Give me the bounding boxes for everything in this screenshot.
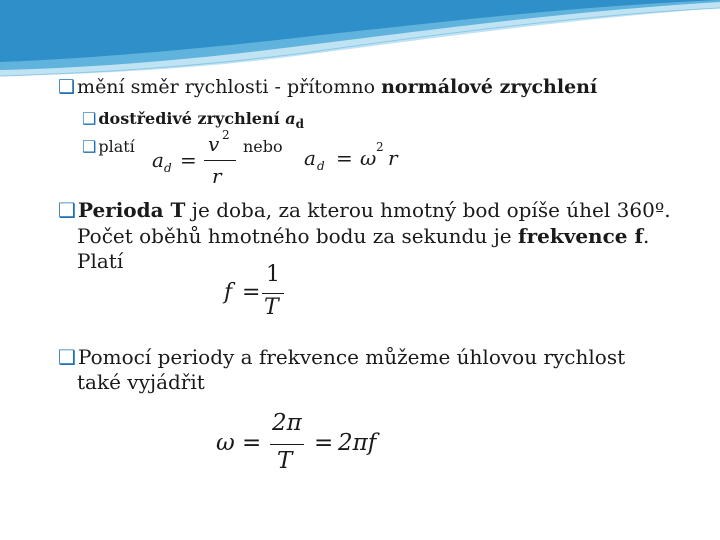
subitem-centripetal bbox=[82, 109, 304, 131]
formula-denominator: T bbox=[277, 448, 293, 474]
period-text: je doba, za kterou hmotný bod opíše úhel 360º. bbox=[185, 198, 671, 222]
formula-superscript: 2 bbox=[376, 140, 384, 154]
paragraph-period bbox=[58, 198, 671, 222]
formula-numerator: 1 bbox=[266, 262, 280, 287]
formula-omega: ω bbox=[360, 146, 377, 170]
subitem-holds bbox=[82, 137, 135, 156]
formula-denominator: T bbox=[264, 295, 279, 320]
formula-omega: ω bbox=[216, 430, 235, 456]
fraction-bar bbox=[270, 444, 304, 445]
angular-text: Pomocí periody a frekvence můžeme úhlovou rychlost bbox=[77, 345, 626, 369]
formula-ad-omega2-r bbox=[304, 140, 414, 178]
bullet-icon: ❑ bbox=[58, 345, 76, 369]
formula-omega-2pi-T bbox=[216, 410, 396, 480]
formula-subscript: d bbox=[317, 159, 325, 173]
formula-denominator: r bbox=[212, 164, 222, 188]
fraction-bar bbox=[204, 160, 236, 161]
or-text: nebo bbox=[243, 137, 283, 156]
formula-ad-v2-r bbox=[152, 130, 242, 188]
formula-numerator: 2π bbox=[272, 410, 302, 436]
frequency-dot: . bbox=[643, 224, 650, 248]
formula-rhs: 2πf bbox=[338, 430, 377, 456]
bullet-icon: ❑ bbox=[82, 137, 97, 156]
p1-text: mění směr rychlosti - přítomno bbox=[77, 76, 382, 98]
frequency-text: Počet oběhů hmotného bodu za sekundu je bbox=[77, 224, 518, 248]
formula-superscript: 2 bbox=[222, 128, 230, 142]
paragraph-normal-acceleration bbox=[58, 76, 597, 98]
formula-symbol: a bbox=[152, 148, 164, 172]
p1-bold: normálové zrychlení bbox=[381, 76, 598, 98]
subitem-holds-text: platí bbox=[98, 137, 135, 156]
formula-subscript: d bbox=[164, 161, 172, 175]
holds-text: Platí bbox=[77, 249, 124, 273]
fraction-bar bbox=[262, 293, 284, 294]
paragraph-angular-velocity bbox=[58, 345, 625, 369]
bullet-icon: ❑ bbox=[82, 109, 97, 128]
formula-symbol: a bbox=[304, 146, 316, 170]
symbol-a: a bbox=[285, 109, 296, 128]
express-text: také vyjádřit bbox=[77, 370, 205, 394]
formula-numerator: v bbox=[208, 132, 220, 156]
formula-equals: = bbox=[314, 430, 334, 456]
paragraph-frequency bbox=[77, 224, 649, 248]
formula-equals: = bbox=[180, 148, 197, 172]
subitem-centripetal-text: dostředivé zrychlení bbox=[98, 109, 286, 128]
formula-equals: = bbox=[242, 280, 261, 305]
formula-f: f bbox=[224, 280, 233, 305]
formula-f-1-T bbox=[224, 264, 294, 324]
bullet-icon: ❑ bbox=[58, 76, 76, 98]
frequency-bold: frekvence f bbox=[517, 224, 644, 248]
formula-equals: = bbox=[336, 146, 353, 170]
formula-r: r bbox=[388, 146, 398, 170]
bullet-icon: ❑ bbox=[58, 198, 76, 222]
period-bold: Perioda T bbox=[77, 198, 186, 222]
symbol-a-sub: d bbox=[295, 117, 305, 132]
formula-equals: = bbox=[242, 430, 262, 456]
